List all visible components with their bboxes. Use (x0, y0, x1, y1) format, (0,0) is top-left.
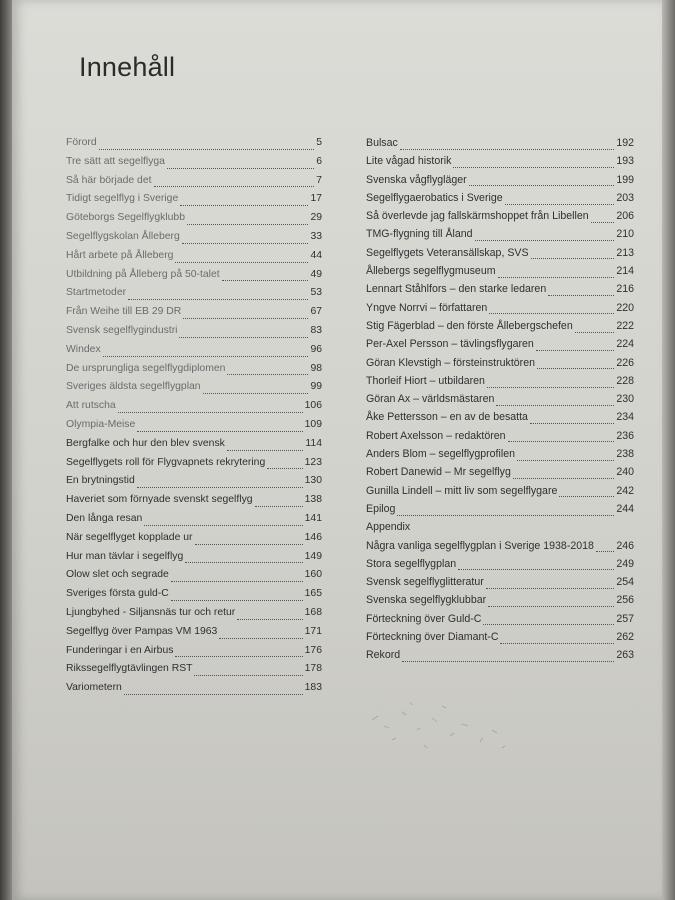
toc-page-number: 67 (310, 306, 322, 318)
toc-leader-dots (548, 295, 614, 296)
toc-leader-dots (227, 450, 304, 451)
toc-entry (366, 302, 634, 320)
toc-leader-dots (144, 525, 302, 526)
toc-entry-title: Lennart Ståhlfors – den starke ledaren (366, 283, 547, 296)
toc-leader-dots (400, 149, 615, 150)
toc-page-number: 178 (304, 663, 322, 675)
toc-entry (366, 466, 634, 484)
toc-page-number: 171 (304, 625, 322, 637)
toc-entry (66, 645, 322, 664)
toc-entry-title: När segelflyget kopplade ur (66, 531, 193, 543)
toc-leader-dots (219, 638, 302, 639)
toc-page-number: 130 (304, 475, 322, 487)
toc-page-number: 193 (616, 155, 634, 168)
toc-leader-dots (167, 168, 314, 169)
toc-entry (66, 250, 322, 269)
toc-entry-title: Svenska vågflygläger (366, 173, 467, 186)
toc-leader-dots (154, 186, 315, 187)
toc-entry (366, 649, 634, 667)
toc-page-number: 263 (616, 649, 634, 662)
toc-entry (66, 513, 322, 532)
toc-entry-title: Den långa resan (66, 512, 143, 524)
toc-page-number: 53 (310, 287, 322, 299)
toc-page-number: 96 (310, 343, 322, 355)
toc-entry (66, 569, 322, 588)
toc-leader-dots (486, 588, 615, 589)
pencil-smudge (362, 690, 522, 760)
toc-leader-dots (183, 318, 308, 319)
toc-leader-dots (487, 387, 614, 388)
toc-page-number: 168 (304, 606, 322, 618)
toc-page-number: 99 (310, 381, 322, 393)
toc-page-number: 160 (304, 569, 322, 581)
toc-entry (66, 193, 322, 212)
toc-entry (66, 626, 322, 645)
toc-leader-dots (180, 205, 308, 206)
toc-entry-title: Sveriges första guld-C (66, 588, 169, 600)
toc-entry-title: Per-Axel Persson – tävlingsflygaren (366, 338, 534, 351)
toc-entry (366, 137, 634, 155)
toc-entry-title: Segelflygets Veteransällskap, SVS (366, 246, 529, 259)
toc-entry-title: Segelflygaerobatics i Sverige (366, 191, 503, 204)
toc-page-number: 109 (304, 418, 322, 430)
toc-entry (66, 419, 322, 438)
toc-entry-title: Åke Pettersson – en av de besatta (366, 411, 528, 424)
toc-leader-dots (498, 277, 615, 278)
toc-page-number: 257 (616, 612, 634, 625)
toc-entry-title: Sveriges äldsta segelflygplan (66, 381, 201, 393)
toc-entry-title: Göteborgs Segelflygklubb (66, 212, 185, 224)
toc-leader-dots (596, 551, 614, 552)
toc-page-number: 210 (616, 228, 634, 241)
toc-entry-title: Göran Ax – världsmästaren (366, 393, 495, 406)
toc-leader-dots (530, 423, 614, 424)
toc-leader-dots (536, 350, 614, 351)
toc-page-number: 214 (616, 265, 634, 278)
toc-entry-title: Svensk segelflyglitteratur (366, 576, 484, 589)
toc-entry (366, 485, 634, 503)
toc-entry-title: Segelflygskolan Ålleberg (66, 230, 180, 242)
page-stack-edge (662, 0, 675, 900)
toc-entry (366, 503, 634, 521)
toc-page-number: 224 (616, 338, 634, 351)
toc-leader-dots (187, 224, 308, 225)
toc-entry-title: Förteckning över Diamant-C (366, 631, 499, 644)
toc-entry (66, 156, 322, 175)
toc-leader-dots (118, 412, 303, 413)
toc-entry-title: Rikssegelflygtävlingen RST (66, 663, 193, 675)
toc-leader-dots (496, 405, 614, 406)
toc-leader-dots (500, 643, 614, 644)
toc-page-number: 213 (616, 246, 634, 259)
toc-entry (66, 212, 322, 231)
toc-leader-dots (575, 332, 615, 333)
toc-page-number: 228 (616, 374, 634, 387)
toc-entry-title: Stora segelflygplan (366, 557, 457, 570)
toc-page-number: 262 (616, 631, 634, 644)
toc-page-number: 236 (616, 429, 634, 442)
toc-leader-dots (458, 569, 614, 570)
toc-entry (366, 540, 634, 558)
toc-entry (366, 448, 634, 466)
toc-entry-title: Ljungbyhed - Siljansnäs tur och retur (66, 606, 236, 618)
toc-entry-title: Hur man tävlar i segelflyg (66, 550, 184, 562)
toc-entry (66, 400, 322, 419)
toc-page-number: 7 (316, 174, 322, 186)
toc-page-number: 234 (616, 411, 634, 424)
toc-leader-dots (505, 204, 615, 205)
toc-entry (366, 576, 634, 594)
toc-page-number: 220 (616, 301, 634, 314)
toc-column-left (66, 137, 322, 701)
toc-leader-dots (267, 468, 302, 469)
toc-page-number: 176 (304, 644, 322, 656)
toc-entry (66, 306, 322, 325)
toc-page-number: 149 (304, 550, 322, 562)
toc-entry (66, 457, 322, 476)
toc-page-number: 230 (616, 393, 634, 406)
toc-entry (366, 192, 634, 210)
toc-entry (66, 607, 322, 626)
toc-leader-dots (483, 624, 614, 625)
toc-entry (366, 247, 634, 265)
toc-page-number: 17 (310, 193, 322, 205)
toc-page-number: 114 (305, 437, 322, 449)
toc-page-number: 199 (616, 173, 634, 186)
toc-entry (366, 411, 634, 429)
toc-page-number: 216 (616, 283, 634, 296)
toc-leader-dots (171, 581, 303, 582)
toc-page-number: 246 (616, 539, 634, 552)
toc-leader-dots (182, 243, 309, 244)
toc-leader-dots (227, 374, 308, 375)
toc-page-number: 5 (316, 137, 322, 148)
toc-entry (66, 663, 322, 682)
toc-entry (66, 588, 322, 607)
toc-entry (66, 363, 322, 382)
toc-entry-title: Bulsac (366, 137, 398, 149)
toc-entry-title: Olympia-Meise (66, 418, 136, 430)
toc-page-number: 98 (310, 362, 322, 374)
toc-entry-title: Variometern (66, 682, 122, 694)
toc-entry-title: Förord (66, 137, 97, 148)
toc-entry-title: Så överlevde jag fallskärmshoppet från Libellen (366, 210, 589, 223)
toc-leader-dots (508, 441, 615, 442)
toc-leader-dots (475, 240, 615, 241)
toc-entry-title: Från Weihe till EB 29 DR (66, 306, 182, 318)
page-title: Innehåll (79, 52, 176, 82)
toc-entry (366, 594, 634, 612)
toc-entry-title: Bergfalke och hur den blev svensk (66, 437, 225, 449)
toc-section-heading (366, 521, 634, 539)
toc-entry-title: Thorleif Hiort – utbildaren (366, 374, 485, 387)
toc-entry (366, 210, 634, 228)
toc-leader-dots (237, 619, 302, 620)
toc-leader-dots (137, 431, 302, 432)
toc-entry (366, 228, 634, 246)
toc-entry (66, 287, 322, 306)
toc-entry (366, 155, 634, 173)
toc-entry-title: Stig Fägerblad – den förste Ållebergschefen (366, 319, 573, 332)
toc-page-number: 44 (310, 249, 322, 261)
toc-leader-dots (488, 606, 614, 607)
toc-page-number: 33 (310, 230, 322, 242)
toc-entry (66, 137, 322, 156)
toc-page-number: 254 (616, 576, 634, 589)
toc-entry (66, 381, 322, 400)
toc-page-number: 240 (616, 466, 634, 479)
toc-page-number: 256 (616, 594, 634, 607)
toc-entry-title: Funderingar i en Airbus (66, 644, 174, 656)
toc-entry-title: Så här började det (66, 174, 152, 186)
toc-entry-title: Förteckning över Guld-C (366, 612, 482, 625)
toc-entry (366, 174, 634, 192)
toc-page-number: 238 (616, 448, 634, 461)
toc-leader-dots (179, 337, 308, 338)
toc-entry-title: De ursprungliga segelflygdiplomen (66, 362, 226, 374)
toc-leader-dots (128, 299, 308, 300)
toc-page-number: 242 (616, 484, 634, 497)
toc-column-right (366, 137, 634, 668)
toc-entry-title: Segelflygets roll för Flygvapnets rekrytering (66, 456, 266, 468)
toc-leader-dots (203, 393, 309, 394)
toc-entry-title: Startmetoder (66, 287, 127, 299)
toc-entry-title: Anders Blom – segelflygprofilen (366, 448, 515, 461)
toc-entry-title: Några vanliga segelflygplan i Sverige 1938-2018 (366, 539, 594, 552)
toc-entry-title: Segelflyg över Pampas VM 1963 (66, 625, 218, 637)
toc-entry (66, 344, 322, 363)
toc-page-number: 29 (310, 212, 322, 224)
toc-entry (366, 283, 634, 301)
toc-leader-dots (402, 661, 614, 662)
toc-entry (366, 558, 634, 576)
toc-page-number: 6 (316, 155, 322, 167)
toc-entry (366, 357, 634, 375)
toc-leader-dots (137, 487, 303, 488)
toc-entry-title: Utbildning på Ålleberg på 50-talet (66, 268, 220, 280)
toc-entry (366, 265, 634, 283)
toc-entry (366, 613, 634, 631)
toc-entry (366, 430, 634, 448)
book-page (12, 0, 662, 900)
toc-page-number: 183 (304, 682, 322, 694)
toc-entry-title: Tre sätt att segelflyga (66, 155, 165, 167)
toc-entry-title: Yngve Norrvi – författaren (366, 301, 488, 314)
toc-leader-dots (255, 506, 303, 507)
toc-entry-title: Svensk segelflygindustri (66, 324, 178, 336)
toc-entry (66, 532, 322, 551)
toc-leader-dots (222, 280, 309, 281)
toc-entry-title: TMG-flygning till Åland (366, 228, 473, 241)
toc-page-number: 106 (304, 400, 322, 412)
toc-leader-dots (171, 600, 303, 601)
toc-page-number: 203 (616, 191, 634, 204)
toc-entry-title: Robert Danewid – Mr segelflyg (366, 466, 511, 479)
toc-page-number: 49 (310, 268, 322, 280)
toc-entry-title: Haveriet som förnyade svenskt segelflyg (66, 494, 253, 506)
toc-leader-dots (397, 515, 614, 516)
toc-entry (66, 438, 322, 457)
toc-entry (66, 551, 322, 570)
toc-entry-title: Tidigt segelflyg i Sverige (66, 193, 179, 205)
toc-leader-dots (517, 460, 614, 461)
toc-entry (366, 320, 634, 338)
toc-entry (366, 338, 634, 356)
toc-leader-dots (124, 694, 303, 695)
toc-leader-dots (185, 562, 302, 563)
toc-page-number: 83 (310, 324, 322, 336)
toc-leader-dots (99, 149, 315, 150)
toc-page-number: 222 (616, 319, 634, 332)
toc-leader-dots (453, 167, 614, 168)
toc-entry-title: Göran Klevstigh – försteinstruktören (366, 356, 535, 369)
toc-page-number: 226 (616, 356, 634, 369)
toc-entry-title: Robert Axelsson – redaktören (366, 429, 506, 442)
toc-leader-dots (175, 656, 302, 657)
toc-entry (366, 631, 634, 649)
toc-leader-dots (175, 262, 308, 263)
toc-page-number: 146 (304, 531, 322, 543)
toc-entry (366, 393, 634, 411)
toc-entry-title: En brytningstid (66, 475, 135, 487)
toc-entry-title: Hårt arbete på Ålleberg (66, 249, 174, 261)
toc-entry-title: Att rutscha (66, 400, 116, 412)
toc-leader-dots (469, 185, 615, 186)
toc-leader-dots (103, 356, 309, 357)
toc-leader-dots (559, 496, 614, 497)
toc-entry (66, 269, 322, 288)
toc-leader-dots (537, 368, 614, 369)
toc-entry-title: Svenska segelflygklubbar (366, 594, 487, 607)
toc-page-number: 138 (304, 494, 322, 506)
toc-page-number: 244 (616, 502, 634, 515)
toc-page-number: 123 (304, 456, 322, 468)
toc-entry-title: Ållebergs segelflygmuseum (366, 265, 496, 278)
toc-entry-title: Lite vågad historik (366, 155, 452, 168)
book-spine-shadow (0, 0, 12, 900)
toc-leader-dots (194, 675, 302, 676)
toc-entry-title: Rekord (366, 649, 401, 662)
toc-entry (66, 475, 322, 494)
toc-entry-title: Appendix (366, 521, 411, 534)
toc-page-number: 165 (304, 588, 322, 600)
toc-page-number: 249 (616, 557, 634, 570)
toc-leader-dots (513, 478, 614, 479)
toc-leader-dots (531, 258, 615, 259)
toc-leader-dots (195, 544, 303, 545)
toc-entry-title: Olow slet och segrade (66, 569, 169, 581)
toc-entry (366, 375, 634, 393)
toc-entry (66, 231, 322, 250)
toc-leader-dots (489, 313, 614, 314)
toc-entry-title: Gunilla Lindell – mitt liv som segelflygare (366, 484, 558, 497)
toc-leader-dots (591, 222, 615, 223)
toc-entry-title: Epilog (366, 502, 396, 515)
toc-entry-title: Windex (66, 343, 101, 355)
toc-page-number: 192 (616, 137, 634, 149)
toc-page-number: 141 (304, 512, 322, 524)
toc-entry (66, 175, 322, 194)
toc-entry (66, 682, 322, 701)
toc-page-number: 206 (616, 210, 634, 223)
toc-entry (66, 494, 322, 513)
toc-entry (66, 325, 322, 344)
